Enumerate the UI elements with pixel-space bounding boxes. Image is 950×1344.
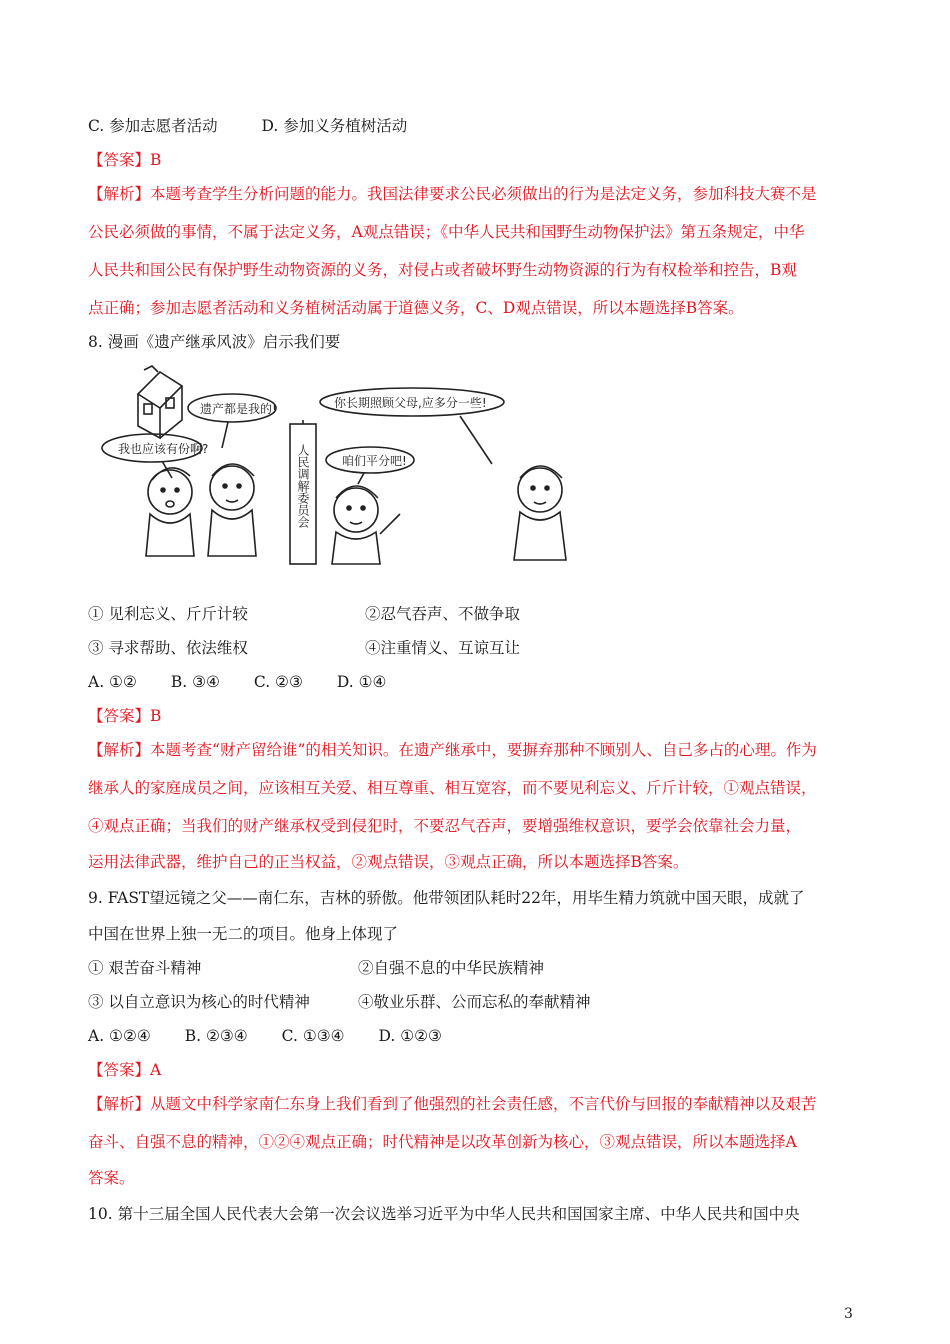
q7-analysis-line-2: 公民必须做的事情，不属于法定义务，A观点错误；《中华人民共和国野生动物保护法》第五条规定，中华 bbox=[88, 223, 805, 241]
q7-analysis-line-1: 【解析】本题考查学生分析问题的能力。我国法律要求公民必须做出的行为是法定义务，参加科技大赛不是 bbox=[88, 185, 817, 203]
q8-choice-b: B. ③④ bbox=[170, 673, 220, 691]
q9-item-2: ②自强不息的中华民族精神 bbox=[358, 959, 545, 977]
house-illustration bbox=[138, 366, 182, 438]
bubble-2-text: 遗产都是我的! bbox=[200, 402, 277, 416]
q9-analysis-line-3: 答案。 bbox=[88, 1169, 135, 1187]
q9-choice-a: A. ①②④ bbox=[88, 1027, 151, 1045]
person-3 bbox=[332, 486, 400, 564]
bubble-4-text: 咱们平分吧! bbox=[342, 454, 407, 468]
q9-choice-d: D. ①②③ bbox=[378, 1027, 442, 1045]
q8-choice-d: D. ①④ bbox=[336, 673, 387, 691]
q8-choice-a: A. ①② bbox=[88, 673, 137, 691]
q8-stem: 8. 漫画《遗产继承风波》启示我们要 bbox=[88, 333, 341, 351]
q8-choices bbox=[88, 672, 386, 692]
bubble-1-text: 我也应该有份啊? bbox=[118, 442, 209, 456]
page-number: 3 bbox=[844, 1306, 853, 1322]
q8-item-2: ②忍气吞声、不做争取 bbox=[365, 605, 521, 623]
q7-answer: 【答案】B bbox=[88, 151, 162, 169]
q7-options-cd bbox=[88, 116, 407, 136]
q8-item-3: ③ 寻求帮助、依法维权 bbox=[88, 639, 248, 657]
q9-analysis-line-1: 【解析】从题文中科学家南仁东身上我们看到了他强烈的社会责任感，不言代价与回报的奉献精神以及艰苦 bbox=[88, 1095, 817, 1113]
inheritance-cartoon bbox=[100, 364, 578, 570]
q9-stem-line-1: 9. FAST望远镜之父——南仁东，吉林的骄傲。他带领团队耗时22年，用毕生精力筑就中国天眼，成就了 bbox=[88, 889, 805, 907]
q9-answer: 【答案】A bbox=[88, 1061, 162, 1079]
person-2 bbox=[208, 464, 256, 556]
q8-analysis-line-3: ④观点正确；当我们的财产继承权受到侵犯时，不要忍气吞声，要增强维权意识，要学会依靠社会力量， bbox=[88, 817, 802, 835]
q10-stem: 10. 第十三届全国人民代表大会第一次会议选举习近平为中华人民共和国国家主席、中华人民共和国中央 bbox=[88, 1205, 800, 1223]
q9-choice-b: B. ②③④ bbox=[184, 1027, 248, 1045]
person-4 bbox=[514, 466, 566, 560]
q8-analysis-line-4: 运用法律武器，维护自己的正当权益，②观点错误，③观点正确，所以本题选择B答案。 bbox=[88, 853, 689, 871]
q9-item-1: ① 艰苦奋斗精神 bbox=[88, 959, 202, 977]
q9-item-4: ④敬业乐群、公而忘私的奉献精神 bbox=[358, 993, 591, 1011]
q7-option-c: C. 参加志愿者活动 bbox=[88, 117, 218, 135]
q9-analysis-tag: 【解析】 bbox=[88, 1095, 151, 1113]
q9-stem-line-2: 中国在世界上独一无二的项目。他身上体现了 bbox=[88, 925, 399, 943]
q8-choice-c: C. ②③ bbox=[253, 673, 303, 691]
q8-item-4: ④注重情义、互谅互让 bbox=[365, 639, 521, 657]
q7-option-d: D. 参加义务植树活动 bbox=[261, 117, 408, 135]
bubble-3-text: 你长期照顾父母,应多分一些! bbox=[334, 396, 487, 410]
q7-analysis-tag: 【解析】 bbox=[88, 185, 151, 203]
q9-choice-c: C. ①③④ bbox=[281, 1027, 345, 1045]
sign-text: 人民调解委员会 bbox=[296, 444, 310, 528]
q8-item-1: ① 见利忘义、斤斤计较 bbox=[88, 605, 248, 623]
q9-choices bbox=[88, 1026, 442, 1046]
person-1 bbox=[146, 468, 194, 556]
q8-analysis-line-1: 【解析】本题考查“财产留给谁”的相关知识。在遗产继承中，要摒弃那种不顾别人、自己多占的心理。作为 bbox=[88, 741, 817, 759]
q8-analysis-line-2: 继承人的家庭成员之间，应该相互关爱、相互尊重、相互宽容，而不要见利忘义、斤斤计较，①观点错误， bbox=[88, 779, 817, 797]
q7-analysis-line-3: 人民共和国公民有保护野生动物资源的义务，对侵占或者破坏野生动物资源的行为有权检举和控告，B观 bbox=[88, 261, 797, 279]
q8-answer: 【答案】B bbox=[88, 707, 162, 725]
q9-item-3: ③ 以自立意识为核心的时代精神 bbox=[88, 993, 310, 1011]
q8-analysis-tag: 【解析】 bbox=[88, 741, 151, 759]
q7-analysis-line-4: 点正确；参加志愿者活动和义务植树活动属于道德义务，C、D观点错误，所以本题选择B答案。 bbox=[88, 299, 744, 317]
q9-analysis-line-2: 奋斗、自强不息的精神，①②④观点正确；时代精神是以改革创新为核心，③观点错误，所以本题选择A bbox=[88, 1133, 797, 1151]
